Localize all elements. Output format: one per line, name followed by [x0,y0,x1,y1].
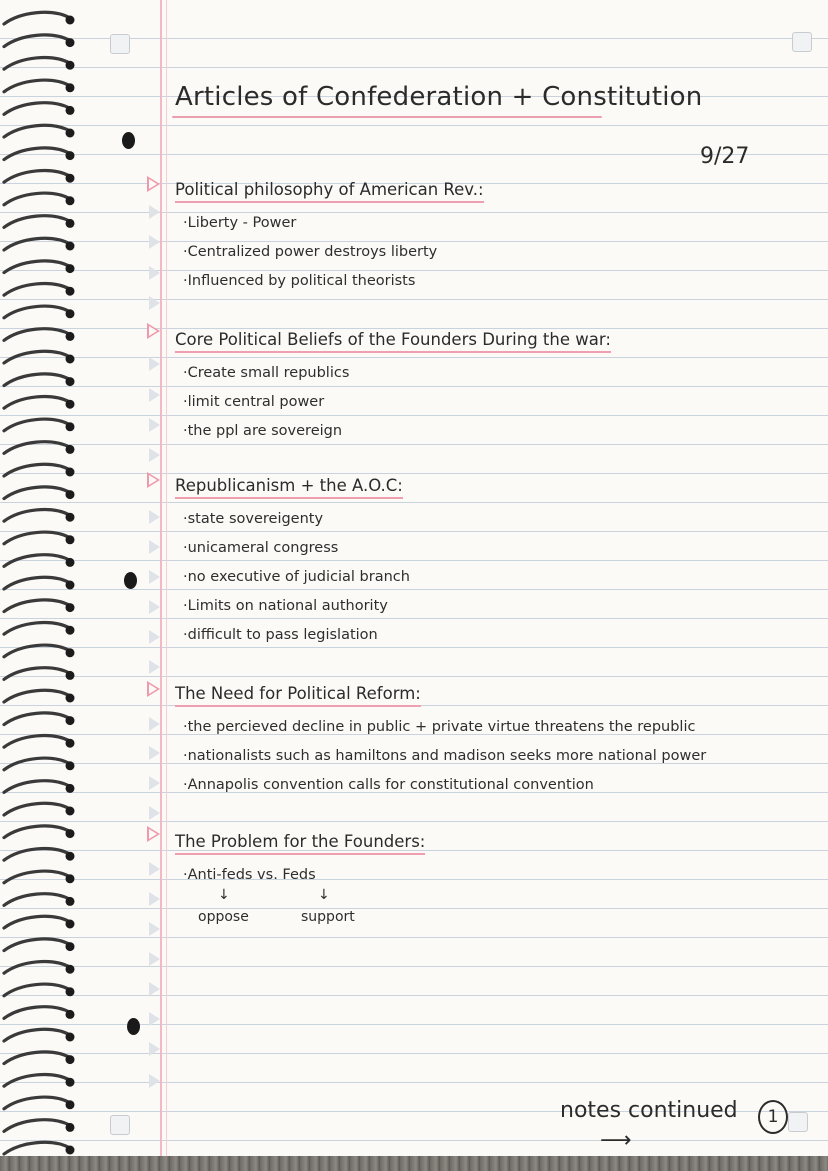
spiral-coil [4,351,70,363]
ghost-marker [149,1074,160,1088]
spiral-coil [4,1120,70,1132]
section-heading: The Problem for the Founders: [175,832,425,855]
ghost-marker [149,418,160,432]
spiral-coil [4,600,70,612]
corner-sticker-bottom-left [110,1115,130,1135]
spiral-coil [4,397,70,409]
spiral-coil [4,1075,70,1087]
page-bottom-edge [0,1156,828,1171]
spiral-hole [66,445,75,454]
oppose-label: oppose [198,909,249,925]
spiral-coil [4,510,70,522]
spiral-hole [66,106,75,115]
spiral-coil [4,803,70,815]
right-arrow-icon: ⟶ [600,1128,632,1153]
section-political-philosophy [175,180,484,296]
spiral-coil [4,849,70,861]
spiral-coil [4,645,70,657]
section-republicanism [175,476,410,650]
ghost-marker [149,388,160,402]
spiral-coil [4,306,70,318]
spiral-hole [66,242,75,251]
margin-line-secondary [166,0,167,1156]
spiral-hole [66,1123,75,1132]
spiral-hole [66,1010,75,1019]
section-political-reform [175,684,706,800]
bullet-list [175,861,425,890]
spiral-coil [4,713,70,725]
bullet-list [175,505,410,650]
spiral-coil [4,736,70,748]
spiral-hole [66,965,75,974]
spiral-binding [0,0,95,1156]
ghost-marker [149,630,160,644]
section-marker [147,323,160,339]
spiral-hole [66,942,75,951]
spiral-hole [66,671,75,680]
spiral-coil [4,577,70,589]
down-arrow-icon: ↓ [218,887,230,903]
spiral-hole [66,1033,75,1042]
spiral-hole [66,219,75,228]
spiral-hole [66,739,75,748]
spiral-coil [4,58,70,70]
bullet-item: · unicameral congress [183,534,410,563]
spiral-coil [4,894,70,906]
spiral-coil [4,781,70,793]
spiral-hole [66,807,75,816]
spiral-hole [66,1146,75,1155]
section-core-beliefs [175,330,611,446]
spiral-hole [66,1100,75,1109]
spiral-coil [4,238,70,250]
spiral-hole [66,38,75,47]
spiral-coil [4,984,70,996]
bullet-item: · Liberty - Power [183,209,484,238]
spiral-coil [4,80,70,92]
spiral-coil [4,125,70,137]
notes-continued: notes continued [560,1098,738,1123]
spiral-coil [4,148,70,160]
ghost-marker [149,660,160,674]
ghost-marker [149,952,160,966]
ghost-marker [149,357,160,371]
spiral-coil [4,1097,70,1109]
bullet-item: · the percieved decline in public + private virtue threatens the republic [183,713,706,742]
spiral-coil [4,216,70,228]
page-date: 9/27 [700,144,750,169]
spiral-hole [66,716,75,725]
spiral-hole [66,581,75,590]
ghost-marker [149,600,160,614]
bullet-item: · Limits on national authority [183,592,410,621]
spiral-coil [4,171,70,183]
ghost-marker [149,717,160,731]
page-title: Articles of Confederation + Constitution [175,82,703,112]
spiral-hole [66,874,75,883]
spiral-hole [66,897,75,906]
spiral-hole [66,129,75,138]
ghost-marker [149,1012,160,1026]
bullet-item: · Annapolis convention calls for constitutional convention [183,771,706,800]
spiral-coil [4,419,70,431]
spiral-hole [66,648,75,657]
spiral-hole [66,920,75,929]
punch-hole [127,1018,140,1035]
ghost-marker [149,982,160,996]
support-label: support [301,909,355,925]
spiral-coil [4,555,70,567]
spiral-hole [66,83,75,92]
spiral-coil [4,374,70,386]
section-heading: Political philosophy of American Rev.: [175,180,484,203]
ghost-marker [149,570,160,584]
down-arrow-icon: ↓ [318,887,330,903]
page-number: 1 [758,1100,788,1134]
bullet-item: · the ppl are sovereign [183,417,611,446]
spiral-hole [66,151,75,160]
spiral-coil [4,1052,70,1064]
bullet-item: · difficult to pass legislation [183,621,410,650]
spiral-hole [66,694,75,703]
spiral-hole [66,61,75,70]
spiral-hole [66,1078,75,1087]
bullet-item: · Influenced by political theorists [183,267,484,296]
bullet-list [175,209,484,296]
spiral-hole [66,332,75,341]
spiral-coil [4,329,70,341]
spiral-hole [66,490,75,499]
section-heading: Republicanism + the A.O.C: [175,476,403,499]
spiral-coil [4,916,70,928]
spiral-coil [4,962,70,974]
spiral-hole [66,377,75,386]
spiral-coil [4,758,70,770]
spiral-hole [66,196,75,205]
spiral-hole [66,987,75,996]
ghost-marker [149,892,160,906]
spiral-coil [4,12,70,24]
spiral-coil [4,284,70,296]
spiral-hole [66,603,75,612]
spiral-coil [4,826,70,838]
section-marker [147,681,160,697]
spiral-coil [4,487,70,499]
ghost-marker [149,806,160,820]
bullet-item: · limit central power [183,388,611,417]
section-heading: Core Political Beliefs of the Founders During the war: [175,330,611,353]
spiral-hole [66,16,75,25]
spiral-hole [66,309,75,318]
ghost-marker [149,205,160,219]
spiral-hole [66,852,75,861]
bullet-item: · Create small republics [183,359,611,388]
ghost-marker [149,510,160,524]
ghost-marker [149,235,160,249]
spiral-coil [4,1007,70,1019]
spiral-coil [4,193,70,205]
ghost-marker [149,448,160,462]
spiral-hole [66,287,75,296]
spiral-hole [66,535,75,544]
spiral-hole [66,626,75,635]
spiral-hole [66,468,75,477]
spiral-hole [66,264,75,273]
spiral-coil [4,103,70,115]
spiral-coil [4,532,70,544]
spiral-coil [4,871,70,883]
spiral-hole [66,355,75,364]
spiral-hole [66,784,75,793]
bullet-list [175,713,706,800]
spiral-coil [4,464,70,476]
bullet-item: · Centralized power destroys liberty [183,238,484,267]
section-heading: The Need for Political Reform: [175,684,421,707]
margin-line [160,0,162,1156]
bullet-item: · state sovereigenty [183,505,410,534]
bullet-item: · no executive of judicial branch [183,563,410,592]
bullet-list [175,359,611,446]
spiral-coil [4,1029,70,1041]
bullet-item: · nationalists such as hamiltons and madison seeks more national power [183,742,706,771]
section-founders-problem [175,832,425,890]
spiral-hole [66,513,75,522]
corner-sticker-bottom-right [788,1112,808,1132]
section-marker [147,826,160,842]
spiral-coil [4,261,70,273]
spiral-coil [4,623,70,635]
corner-sticker-top-left [110,34,130,54]
spiral-hole [66,829,75,838]
spiral-hole [66,400,75,409]
spiral-hole [66,558,75,567]
punch-hole [122,132,135,149]
ghost-marker [149,540,160,554]
punch-hole [124,572,137,589]
ghost-marker [149,922,160,936]
spiral-coil [4,668,70,680]
spiral-hole [66,1055,75,1064]
spiral-coil [4,442,70,454]
bullet-item: · Anti-feds vs. Feds [183,861,425,890]
section-marker [147,472,160,488]
ghost-marker [149,1042,160,1056]
section-marker [147,176,160,192]
spiral-coil [4,690,70,702]
corner-sticker-top-right [792,32,812,52]
ghost-marker [149,266,160,280]
title-underline [172,116,602,118]
spiral-coil [4,35,70,47]
spiral-hole [66,422,75,431]
spiral-hole [66,174,75,183]
ghost-marker [149,746,160,760]
spiral-coil [4,939,70,951]
spiral-coil [4,1142,70,1154]
ghost-marker [149,862,160,876]
spiral-hole [66,761,75,770]
ghost-marker [149,776,160,790]
ghost-marker [149,296,160,310]
